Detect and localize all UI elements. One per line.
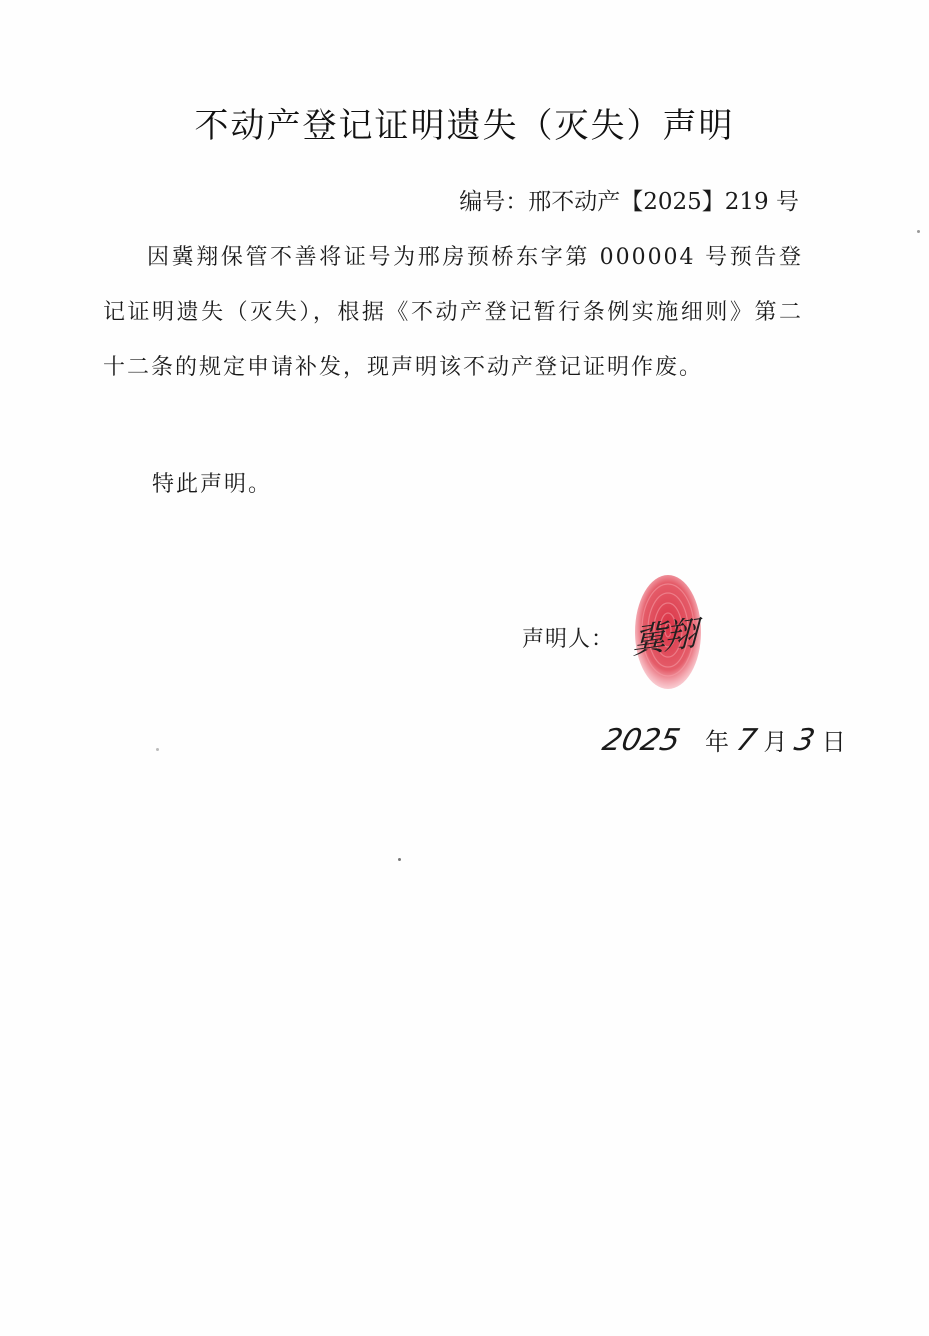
declarant-label: 声明人： [522, 627, 615, 652]
closing-statement: 特此声明。 [152, 472, 273, 497]
handwritten-signature: 冀翔 [631, 613, 697, 663]
document-title: 不动产登记证明遗失（灭失）声明 [194, 106, 735, 146]
serial-number: 编号：邢不动产【2025】219 号 [459, 189, 799, 215]
paper-speck [398, 858, 401, 861]
declaration-body: 因冀翔保管不善将证号为邢房预桥东字第 000004 号预告登记证明遗失（灭失），根据《不动产登记暂行条例实施细则》第二十二条的规定申请补发，现声明该不动产登记证明作废。 [103, 245, 803, 380]
date-day: 3 [791, 723, 818, 758]
paper-speck [917, 230, 920, 233]
paper-speck [156, 748, 159, 751]
signing-date [599, 722, 846, 758]
date-day-unit: 日 [821, 728, 846, 756]
date-year: 2025 [599, 723, 684, 758]
date-month-unit: 月 [763, 728, 788, 756]
date-year-unit: 年 [705, 728, 729, 756]
date-month: 7 [732, 723, 760, 758]
